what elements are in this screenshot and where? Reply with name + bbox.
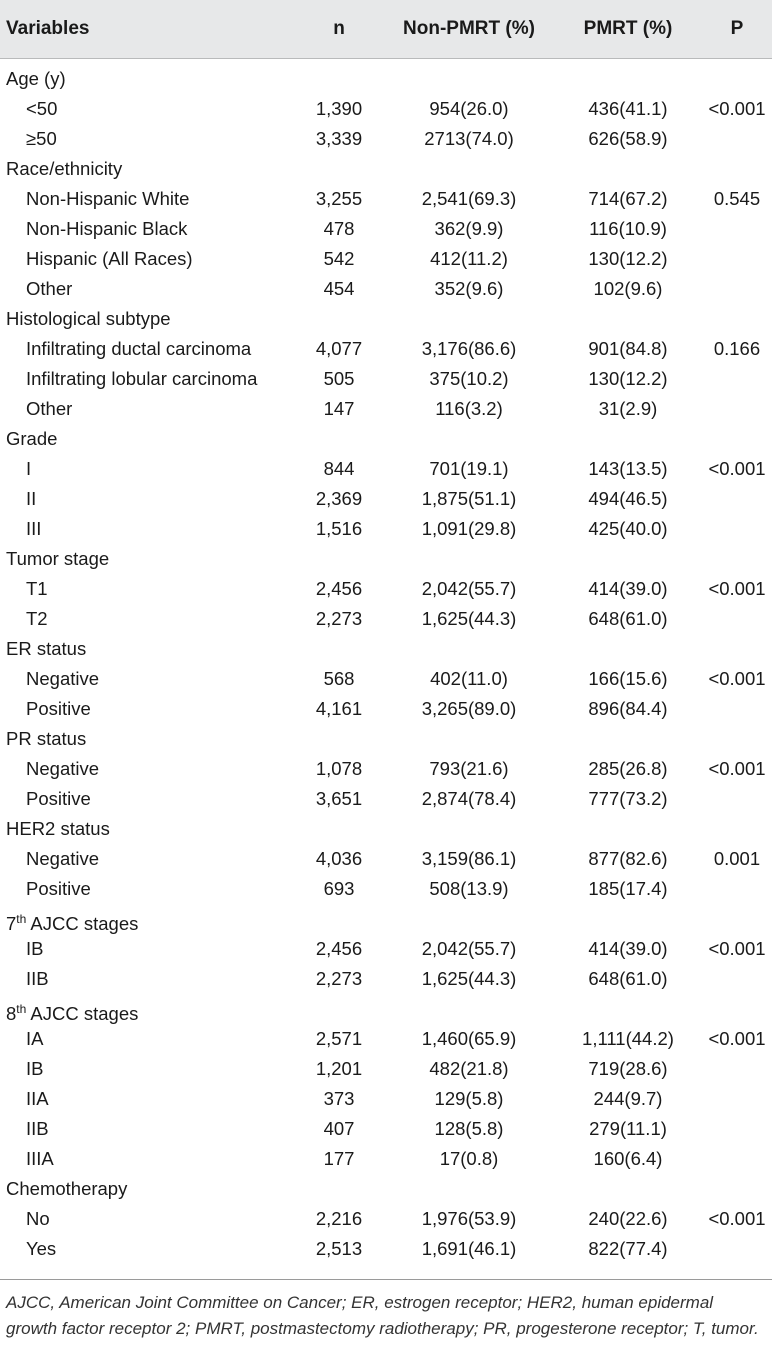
row-label [26, 184, 189, 214]
cell-pmrt: 777(73.2) [588, 788, 668, 809]
cell-p-value [702, 364, 772, 394]
row-label [26, 334, 251, 364]
table-group-row [0, 1174, 772, 1204]
label-text: Race/ethnicity [6, 158, 123, 179]
cell-p-value [702, 484, 772, 514]
group-label [6, 994, 138, 1024]
cell-non-pmrt [384, 424, 554, 454]
cell-p-value [702, 874, 772, 904]
table-row [0, 1144, 772, 1174]
cell-non-pmrt: 17(0.8) [439, 1148, 499, 1169]
cell-non-pmrt: 402(11.0) [430, 668, 508, 689]
cell-n [300, 1174, 378, 1204]
label-text: Non-Hispanic Black [26, 218, 188, 239]
cell-pmrt: 436(41.1) [588, 98, 668, 119]
table-row [0, 784, 772, 814]
cell-n: 478 [323, 218, 355, 239]
table-group-row [0, 154, 772, 184]
table-row [0, 394, 772, 424]
label-text: 7 [6, 913, 17, 935]
cell-non-pmrt: 3,265(89.0) [421, 698, 517, 719]
cell-pmrt: 1,111(44.2) [582, 1028, 674, 1049]
cell-n: 454 [323, 278, 355, 299]
header-variables: Variables [6, 18, 90, 39]
table-row [0, 874, 772, 904]
row-label [26, 214, 187, 244]
cell-non-pmrt [384, 814, 554, 844]
cell-p-value [702, 964, 772, 994]
cell-non-pmrt [384, 304, 554, 334]
label-text: I [26, 458, 32, 479]
cell-n: 4,161 [315, 698, 363, 719]
cell-non-pmrt: 701(19.1) [429, 458, 509, 479]
cell-n: 3,651 [315, 788, 363, 809]
cell-pmrt: 166(15.6) [588, 668, 668, 689]
cell-non-pmrt: 375(10.2) [429, 368, 509, 389]
cell-non-pmrt: 2,874(78.4) [421, 788, 517, 809]
cell-pmrt [558, 994, 698, 1024]
label-text: IB [26, 1058, 44, 1079]
cell-non-pmrt: 2,042(55.7) [421, 938, 517, 959]
row-label [26, 94, 57, 124]
cell-n: 568 [323, 668, 355, 689]
row-label [26, 694, 91, 724]
cell-n: 177 [323, 1148, 355, 1169]
row-label [26, 274, 72, 304]
cell-non-pmrt: 3,159(86.1) [421, 848, 517, 869]
cell-pmrt: 240(22.6) [588, 1208, 668, 1229]
cell-non-pmrt [384, 904, 554, 934]
label-text: Grade [6, 428, 58, 449]
cell-non-pmrt: 352(9.6) [434, 278, 504, 299]
label-superscript: th [16, 1002, 27, 1016]
table-group-row [0, 724, 772, 754]
cell-p-value [702, 544, 772, 574]
cell-n: 373 [323, 1088, 355, 1109]
cell-n: 1,078 [315, 758, 363, 779]
cell-p-value [702, 214, 772, 244]
table-row [0, 454, 772, 484]
table-row [0, 94, 772, 124]
cell-n: 2,513 [315, 1238, 363, 1259]
cell-n [300, 724, 378, 754]
cell-pmrt: 877(82.6) [588, 848, 668, 869]
cell-non-pmrt: 129(5.8) [434, 1088, 504, 1109]
cell-p-value [702, 814, 772, 844]
row-label [26, 1084, 49, 1114]
table-row [0, 1054, 772, 1084]
table-row [0, 604, 772, 634]
table-bottom-rule [0, 1279, 772, 1280]
cell-non-pmrt: 2713(74.0) [424, 128, 514, 149]
label-text: ≥50 [26, 128, 57, 149]
cell-n: 542 [323, 248, 355, 269]
label-text: IIIA [26, 1148, 54, 1169]
cell-n: 3,255 [315, 188, 363, 209]
row-label [26, 934, 43, 964]
cell-p-value [702, 1054, 772, 1084]
cell-pmrt: 285(26.8) [588, 758, 668, 779]
cell-n [300, 304, 378, 334]
row-label [26, 454, 31, 484]
cell-n: 844 [323, 458, 355, 479]
table-row [0, 574, 772, 604]
cell-n: 147 [323, 398, 355, 419]
cell-pmrt: 896(84.4) [588, 698, 668, 719]
cell-n: 2,273 [315, 608, 363, 629]
label-text: Infiltrating lobular carcinoma [26, 368, 258, 389]
cell-n: 2,273 [315, 968, 363, 989]
table-row [0, 124, 772, 154]
cell-n: 2,216 [315, 1208, 363, 1229]
cell-n [300, 994, 378, 1024]
cell-pmrt: 102(9.6) [593, 278, 663, 299]
label-text: Non-Hispanic White [26, 188, 190, 209]
label-text: Chemotherapy [6, 1178, 128, 1199]
cell-pmrt: 414(39.0) [588, 938, 668, 959]
cell-p-value: 0.001 [713, 848, 761, 869]
label-text: Tumor stage [6, 548, 110, 569]
cell-p-value [702, 244, 772, 274]
cell-pmrt [558, 904, 698, 934]
cell-p-value [702, 304, 772, 334]
cell-pmrt: 160(6.4) [593, 1148, 663, 1169]
label-text: Positive [26, 878, 91, 899]
cell-p-value [702, 1114, 772, 1144]
cell-p-value: <0.001 [708, 758, 766, 779]
cell-n: 2,369 [315, 488, 363, 509]
cell-n: 407 [323, 1118, 355, 1139]
cell-non-pmrt: 954(26.0) [429, 98, 509, 119]
group-label [6, 64, 66, 94]
table-row [0, 754, 772, 784]
cell-p-value [702, 994, 772, 1024]
cell-p-value [702, 1084, 772, 1114]
cell-non-pmrt: 793(21.6) [429, 758, 509, 779]
cell-pmrt [558, 724, 698, 754]
label-text: Age (y) [6, 68, 66, 89]
table-row [0, 1084, 772, 1114]
cell-n: 1,390 [315, 98, 363, 119]
cell-p-value [702, 724, 772, 754]
table-row [0, 184, 772, 214]
row-label [26, 574, 48, 604]
table-group-row [0, 994, 772, 1024]
label-text: HER2 status [6, 818, 110, 839]
cell-p-value: <0.001 [708, 578, 766, 599]
label-text: III [26, 518, 42, 539]
label-text: Other [26, 398, 73, 419]
group-label [6, 154, 122, 184]
cell-p-value [702, 694, 772, 724]
cell-non-pmrt: 1,976(53.9) [421, 1208, 517, 1229]
cell-pmrt [558, 814, 698, 844]
cell-p-value [702, 784, 772, 814]
row-label [26, 124, 57, 154]
cell-p-value [702, 604, 772, 634]
group-label [6, 1174, 127, 1204]
cell-non-pmrt: 2,541(69.3) [421, 188, 517, 209]
cell-non-pmrt: 1,625(44.3) [421, 608, 517, 629]
table-row [0, 244, 772, 274]
cell-p-value [702, 1144, 772, 1174]
row-label [26, 1204, 50, 1234]
cell-n [300, 904, 378, 934]
cell-non-pmrt [384, 64, 554, 94]
row-label [26, 664, 99, 694]
label-text: PR status [6, 728, 87, 749]
row-label [26, 874, 91, 904]
cell-pmrt [558, 544, 698, 574]
cell-non-pmrt: 508(13.9) [429, 878, 509, 899]
table-row [0, 484, 772, 514]
group-label [6, 634, 86, 664]
cell-pmrt: 185(17.4) [588, 878, 668, 899]
cell-n [300, 634, 378, 664]
group-label [6, 724, 86, 754]
label-text: IB [26, 938, 44, 959]
group-label [6, 904, 138, 934]
cell-non-pmrt: 1,875(51.1) [421, 488, 517, 509]
cell-pmrt [558, 634, 698, 664]
cell-p-value [702, 124, 772, 154]
label-text: IIB [26, 1118, 49, 1139]
cell-n [300, 814, 378, 844]
row-label [26, 514, 41, 544]
row-label [26, 604, 48, 634]
table-group-row [0, 814, 772, 844]
cell-n [300, 154, 378, 184]
cell-n: 3,339 [315, 128, 363, 149]
label-text: IIB [26, 968, 49, 989]
row-label [26, 784, 91, 814]
table-group-row [0, 64, 772, 94]
cell-pmrt: 116(10.9) [589, 218, 667, 239]
table-header [0, 0, 772, 59]
table-row [0, 274, 772, 304]
row-label [26, 1114, 49, 1144]
cell-non-pmrt: 1,091(29.8) [421, 518, 517, 539]
cell-non-pmrt: 362(9.9) [434, 218, 504, 239]
row-label [26, 394, 72, 424]
label-text: No [26, 1208, 50, 1229]
row-label [26, 1234, 56, 1264]
group-label [6, 304, 171, 334]
cell-pmrt [558, 64, 698, 94]
label-superscript: th [16, 912, 27, 926]
table-row [0, 964, 772, 994]
cell-p-value [702, 274, 772, 304]
label-text: Other [26, 278, 73, 299]
cell-n: 1,516 [315, 518, 363, 539]
label-text: Infiltrating ductal carcinoma [26, 338, 252, 359]
label-text: T1 [26, 578, 48, 599]
table-row [0, 664, 772, 694]
row-label [26, 964, 49, 994]
cell-p-value: <0.001 [708, 98, 766, 119]
cell-non-pmrt: 1,691(46.1) [421, 1238, 517, 1259]
row-label [26, 844, 99, 874]
cell-pmrt: 822(77.4) [588, 1238, 668, 1259]
cell-pmrt: 626(58.9) [588, 128, 668, 149]
table-row [0, 1234, 772, 1264]
cell-pmrt [558, 304, 698, 334]
cell-p-value [702, 514, 772, 544]
cell-pmrt: 714(67.2) [588, 188, 668, 209]
cell-non-pmrt: 412(11.2) [430, 248, 508, 269]
cell-non-pmrt: 128(5.8) [434, 1118, 504, 1139]
table-group-row [0, 544, 772, 574]
cell-non-pmrt: 1,460(65.9) [421, 1028, 517, 1049]
cell-pmrt: 648(61.0) [588, 608, 668, 629]
cell-p-value [702, 424, 772, 454]
cell-non-pmrt: 1,625(44.3) [421, 968, 517, 989]
cell-n [300, 424, 378, 454]
cell-n: 693 [323, 878, 355, 899]
cell-n: 2,571 [315, 1028, 363, 1049]
cell-p-value [702, 904, 772, 934]
cell-pmrt: 143(13.5) [588, 458, 668, 479]
table-group-row [0, 634, 772, 664]
cell-non-pmrt: 116(3.2) [435, 398, 503, 419]
table-group-row [0, 904, 772, 934]
table-group-row [0, 424, 772, 454]
row-label [26, 1144, 54, 1174]
label-text: IA [26, 1028, 44, 1049]
label-text: Negative [26, 668, 100, 689]
cell-non-pmrt: 2,042(55.7) [421, 578, 517, 599]
cell-n [300, 64, 378, 94]
label-text: T2 [26, 608, 48, 629]
cell-pmrt: 279(11.1) [589, 1118, 667, 1139]
cell-p-value: <0.001 [708, 458, 766, 479]
cell-p-value: <0.001 [708, 1208, 766, 1229]
group-label [6, 814, 110, 844]
cell-non-pmrt [384, 1174, 554, 1204]
cell-pmrt [558, 424, 698, 454]
cell-non-pmrt: 3,176(86.6) [421, 338, 517, 359]
label-text: Hispanic (All Races) [26, 248, 193, 269]
label-text: Positive [26, 698, 91, 719]
table-footnote: AJCC, American Joint Committee on Cancer; ER, estrogen receptor; HER2, human epidermal growth factor receptor 2; PMRT, postmastectomy radiotherapy; PR, progesterone receptor; T, tumor. [6, 1293, 759, 1338]
cell-pmrt [558, 1174, 698, 1204]
cell-p-value: <0.001 [708, 668, 766, 689]
cell-pmrt: 130(12.2) [588, 368, 668, 389]
label-text: 8 [6, 1003, 17, 1025]
cell-pmrt: 130(12.2) [588, 248, 668, 269]
cell-p-value [702, 64, 772, 94]
row-label [26, 754, 99, 784]
cell-n: 4,036 [315, 848, 363, 869]
label-text: IIA [26, 1088, 49, 1109]
cell-p-value [702, 1234, 772, 1264]
table-row [0, 334, 772, 364]
cell-non-pmrt [384, 634, 554, 664]
cell-p-value: <0.001 [708, 938, 766, 959]
table-row [0, 694, 772, 724]
cell-n [300, 544, 378, 574]
cell-p-value: 0.166 [713, 338, 761, 359]
row-label [26, 484, 36, 514]
cell-n: 2,456 [315, 938, 363, 959]
label-text-rest: AJCC stages [26, 1003, 139, 1025]
group-label [6, 424, 57, 454]
table-body [0, 64, 772, 1264]
cell-pmrt: 901(84.8) [588, 338, 668, 359]
label-text: Yes [26, 1238, 57, 1259]
header-n: n [333, 18, 345, 39]
label-text: Positive [26, 788, 91, 809]
row-label [26, 1024, 43, 1054]
cell-p-value [702, 1174, 772, 1204]
header-pmrt: PMRT (%) [583, 18, 673, 39]
table-row [0, 514, 772, 544]
cell-pmrt: 648(61.0) [588, 968, 668, 989]
cell-p-value [702, 634, 772, 664]
cell-n: 2,456 [315, 578, 363, 599]
cell-pmrt: 719(28.6) [588, 1058, 668, 1079]
cell-p-value [702, 394, 772, 424]
cell-non-pmrt [384, 994, 554, 1024]
table-row [0, 1114, 772, 1144]
cell-pmrt: 31(2.9) [598, 398, 658, 419]
cell-non-pmrt: 482(21.8) [429, 1058, 509, 1079]
table-group-row [0, 304, 772, 334]
label-text-rest: AJCC stages [26, 913, 139, 935]
label-text: Histological subtype [6, 308, 171, 329]
cell-pmrt: 494(46.5) [588, 488, 668, 509]
table-row [0, 1024, 772, 1054]
row-label [26, 244, 193, 274]
label-text: <50 [26, 98, 58, 119]
cell-p-value [702, 154, 772, 184]
label-text: II [26, 488, 37, 509]
table-row [0, 934, 772, 964]
cell-non-pmrt [384, 544, 554, 574]
cell-n: 1,201 [315, 1058, 363, 1079]
cell-non-pmrt [384, 154, 554, 184]
table-row [0, 1204, 772, 1234]
header-p: P [730, 18, 744, 39]
cell-p-value: 0.545 [713, 188, 761, 209]
cell-n: 505 [323, 368, 355, 389]
row-label [26, 364, 257, 394]
row-label [26, 1054, 43, 1084]
label-text: ER status [6, 638, 87, 659]
cell-n: 4,077 [315, 338, 363, 359]
header-non-pmrt: Non-PMRT (%) [403, 18, 535, 39]
cell-pmrt [558, 154, 698, 184]
table-row [0, 844, 772, 874]
cell-non-pmrt [384, 724, 554, 754]
label-text: Negative [26, 758, 100, 779]
cell-pmrt: 414(39.0) [588, 578, 668, 599]
cell-pmrt: 244(9.7) [593, 1088, 663, 1109]
cell-p-value: <0.001 [708, 1028, 766, 1049]
cell-pmrt: 425(40.0) [588, 518, 668, 539]
label-text: Negative [26, 848, 100, 869]
group-label [6, 544, 109, 574]
table-row [0, 364, 772, 394]
table-row [0, 214, 772, 244]
